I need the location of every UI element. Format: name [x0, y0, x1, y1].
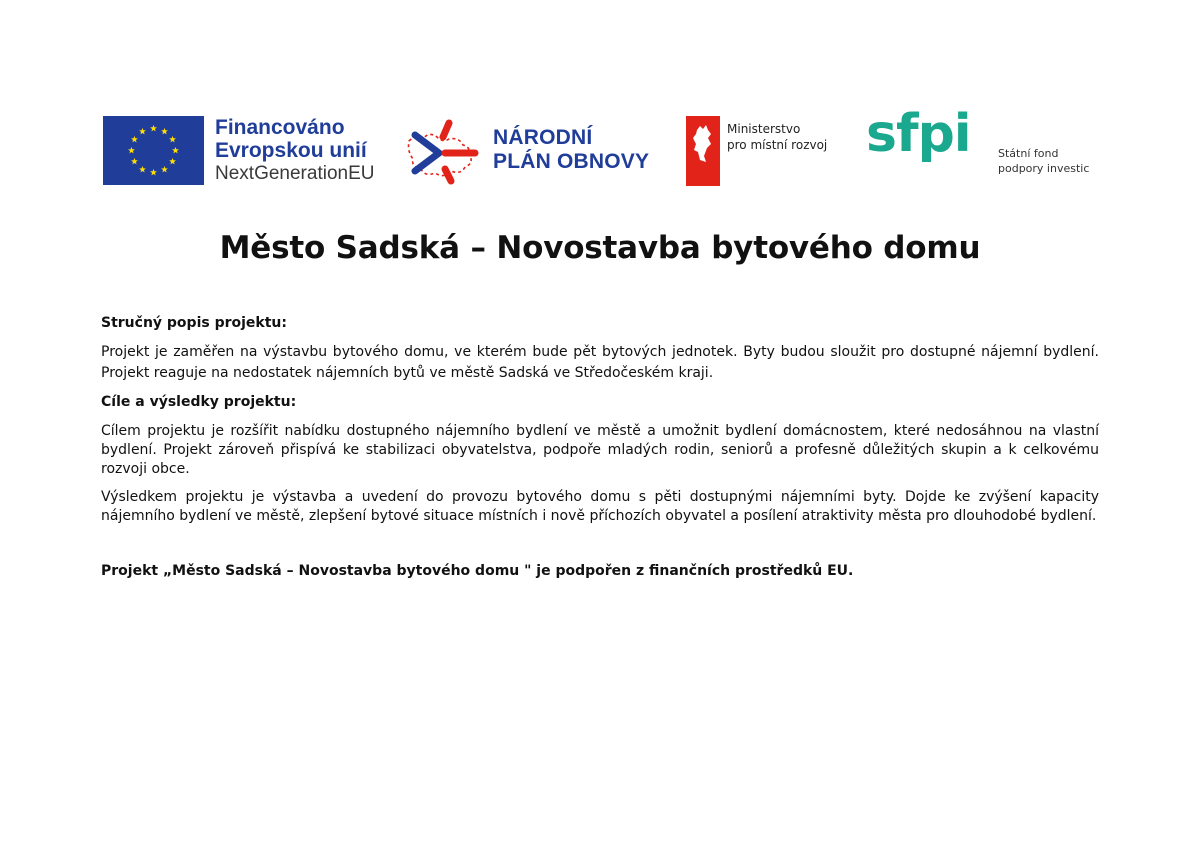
sfpi-tag-line1: Státní fond	[998, 147, 1059, 160]
eu-funding-line1: Financováno	[215, 116, 345, 139]
ministerstvo-logo	[686, 116, 846, 188]
npo-text	[493, 126, 649, 174]
eu-funding-line2: Evropskou unií	[215, 139, 367, 162]
npo-arrow-icon	[405, 117, 485, 187]
eu-star-icon	[169, 136, 176, 143]
narodni-plan-obnovy-logo	[405, 117, 655, 187]
eu-funding-text	[215, 116, 374, 186]
sfpi-tagline	[998, 146, 1089, 176]
results-paragraph: Výsledkem projektu je výstavba a uvedení do provozu bytového domu s pěti dostupnými nájemními byty. Dojde ke zvýšení kapacity nájemního bydlení ve městě, zlepšení bytové situace místních i nově příchozích obyvatel a posílení atraktivity města pro dlouhodobé bydlení.	[101, 489, 1099, 524]
npo-line1: NÁRODNÍ	[493, 126, 593, 149]
eu-star-icon	[139, 128, 146, 135]
eu-star-icon	[150, 169, 157, 176]
eu-star-icon	[139, 166, 146, 173]
page-title: Město Sadská – Novostavba bytového domu	[219, 230, 981, 266]
mmr-line1: Ministerstvo	[727, 122, 801, 136]
logo-strip	[0, 0, 1200, 200]
sfpi-wordmark: sfpi	[866, 104, 971, 164]
sfpi-tag-line2: podpory investic	[998, 162, 1090, 175]
summary-heading: Stručný popis projektu:	[101, 315, 287, 331]
eu-star-icon	[161, 128, 168, 135]
czech-lion-emblem-icon	[686, 116, 720, 186]
eu-star-icon	[131, 158, 138, 165]
eu-flag-icon	[103, 116, 204, 185]
eu-star-icon	[131, 136, 138, 143]
mmr-line2: pro místní rozvoj	[727, 138, 828, 152]
eu-star-icon	[172, 147, 179, 154]
eu-funding-logo	[103, 116, 373, 186]
eu-star-icon	[128, 147, 135, 154]
goals-paragraph: Cílem projektu je rozšířit nabídku dostupného nájemního bydlení ve městě a umožnit bydlení domácnostem, které nedosáhnou na vlastní bydlení. Projekt zároveň přispívá ke stabilizaci obyvatelstva, podpoře mladých rodin, seniorů a profesně důležitých skupin a k celkovému rozvoji obce.	[101, 423, 1099, 477]
eu-funding-line3: NextGenerationEU	[215, 163, 375, 184]
npo-line2: PLÁN OBNOVY	[493, 150, 650, 173]
eu-star-icon	[169, 158, 176, 165]
eu-star-icon	[161, 166, 168, 173]
ministerstvo-text	[727, 121, 827, 153]
sfpi-logo	[866, 104, 1101, 188]
document-body	[101, 314, 1099, 581]
goals-heading: Cíle a výsledky projektu:	[101, 394, 297, 410]
funding-note: Projekt „Město Sadská – Novostavba bytového domu " je podpořen z finančních prostředků EU.	[101, 563, 854, 579]
eu-star-icon	[150, 125, 157, 132]
summary-paragraph: Projekt je zaměřen na výstavbu bytového domu, ve kterém bude pět bytových jednotek. Byty budou sloužit pro dostupné nájemní bydlení. Projekt reaguje na nedostatek nájemních bytů ve městě Sadská ve Středočeském kraji.	[101, 344, 1099, 381]
